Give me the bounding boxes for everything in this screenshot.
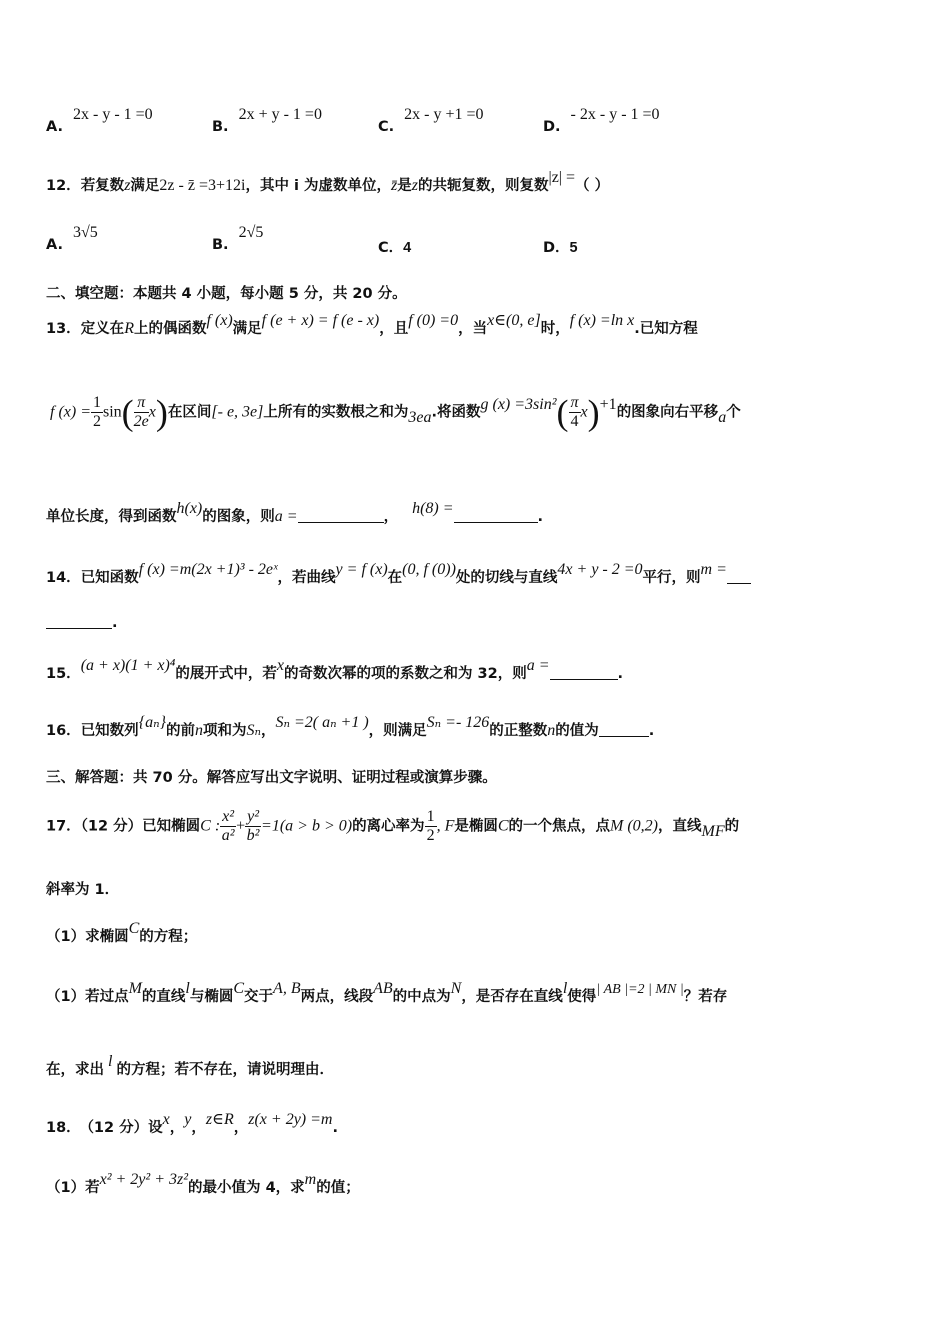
math: | AB |=2 | MN | bbox=[596, 982, 684, 997]
denominator: 4 bbox=[570, 413, 579, 430]
fraction-half bbox=[91, 394, 103, 431]
q13-line2 bbox=[50, 394, 741, 431]
question-number: 13． bbox=[46, 321, 81, 337]
text: 的一个焦点，点 bbox=[508, 818, 611, 835]
math: 3ea bbox=[408, 408, 432, 426]
math: 2z - z̄ =3+12i bbox=[159, 177, 246, 194]
denominator: 2 bbox=[426, 827, 435, 844]
text: . bbox=[537, 509, 544, 525]
text: ，若曲线 bbox=[277, 570, 336, 586]
paren-close: ) bbox=[587, 392, 600, 433]
part-label: （1） bbox=[46, 929, 86, 945]
text: ，则满足 bbox=[368, 723, 427, 739]
option-label: B. bbox=[212, 119, 229, 135]
q15-stem bbox=[46, 657, 624, 683]
question-number: 18． bbox=[46, 1120, 81, 1136]
text: ？若存 bbox=[683, 989, 728, 1005]
q13-line1 bbox=[46, 312, 698, 338]
text: 是 bbox=[397, 178, 412, 194]
text: ， bbox=[191, 1120, 206, 1136]
math: g (x) =3sin² bbox=[480, 395, 557, 413]
math: {aₙ} bbox=[138, 714, 166, 731]
math: |z| = bbox=[548, 169, 576, 186]
q16-stem bbox=[46, 714, 655, 740]
text: ， bbox=[260, 723, 276, 739]
text: 的直线 bbox=[141, 989, 186, 1005]
question-number: 17． bbox=[46, 818, 81, 835]
math: 4x + y - 2 =0 bbox=[557, 561, 643, 578]
math: MF bbox=[701, 822, 725, 840]
text: 在，求出 bbox=[46, 1062, 104, 1078]
question-number: 12． bbox=[46, 178, 81, 194]
q14-stem bbox=[46, 561, 751, 587]
math: z(x + 2y) =m bbox=[248, 1111, 333, 1128]
text: 的最小值为 4，求 bbox=[188, 1180, 305, 1196]
q17-stem bbox=[46, 808, 739, 845]
math: Sₙ bbox=[246, 722, 261, 739]
math: (0, f (0)) bbox=[402, 561, 456, 578]
text: 的展开式中，若 bbox=[175, 666, 277, 682]
math: a = bbox=[274, 508, 298, 525]
text: 的离心率为 bbox=[352, 818, 425, 835]
numerator: x² bbox=[222, 808, 235, 825]
math: h(8) = bbox=[412, 500, 454, 517]
text: 若复数 bbox=[80, 178, 125, 194]
math: Sₙ =2( aₙ +1 ) bbox=[275, 714, 369, 731]
text: ， bbox=[233, 1120, 249, 1136]
text: 交于 bbox=[244, 989, 274, 1005]
math: A, B bbox=[273, 980, 301, 997]
section-heading-fill-in: 二、填空题：本题共 4 小题，每小题 5 分，共 20 分。 bbox=[46, 286, 407, 302]
answer-blank[interactable] bbox=[46, 614, 112, 629]
math: z∈R bbox=[205, 1111, 234, 1128]
option-expr: - 2x - y - 1 =0 bbox=[570, 106, 660, 123]
text: 处的切线与直线 bbox=[455, 570, 558, 586]
text: 项和为 bbox=[202, 723, 247, 739]
question-number: 16． bbox=[46, 723, 81, 739]
denominator: 2 bbox=[93, 413, 101, 430]
option-label: C． bbox=[378, 240, 404, 256]
text: ，且 bbox=[379, 321, 409, 337]
q11-option-a bbox=[46, 106, 153, 136]
math: h(x) bbox=[176, 500, 203, 517]
answer-blank[interactable] bbox=[454, 508, 538, 523]
text: ，直线 bbox=[658, 818, 702, 835]
math: R bbox=[124, 320, 134, 337]
text: 满足 bbox=[130, 178, 160, 194]
math: f (0) =0 bbox=[408, 312, 459, 329]
text: . bbox=[332, 1120, 338, 1136]
math: (a + x)(1 + x)⁴ bbox=[80, 657, 176, 674]
q12-option-c bbox=[378, 236, 411, 257]
math: C : bbox=[200, 817, 221, 835]
math: M bbox=[128, 980, 142, 997]
option-expr: 2x - y +1 =0 bbox=[404, 106, 484, 123]
math: l bbox=[185, 980, 190, 997]
q17-stem-cont: 斜率为 1． bbox=[46, 882, 120, 898]
text: . bbox=[648, 723, 655, 739]
text: 求椭圆 bbox=[85, 929, 129, 945]
text: ，其中 i 为虚数单位， bbox=[245, 178, 392, 194]
option-label: C. bbox=[378, 119, 395, 135]
option-expr: 5 bbox=[569, 240, 578, 256]
text: .已知方程 bbox=[634, 321, 698, 337]
option-label: D. bbox=[543, 119, 561, 135]
q12-stem bbox=[46, 169, 610, 195]
option-expr: 4 bbox=[403, 240, 412, 256]
math: z̄ bbox=[391, 177, 398, 194]
math: f (x) = bbox=[50, 403, 91, 421]
q17-part1 bbox=[46, 920, 198, 946]
text: 与椭圆 bbox=[189, 989, 234, 1005]
math: m bbox=[304, 1171, 317, 1188]
math: z bbox=[124, 177, 131, 194]
score: （12 分） bbox=[86, 1120, 149, 1136]
fraction-x2-a2 bbox=[220, 808, 236, 845]
text: 设 bbox=[148, 1120, 163, 1136]
math: C bbox=[128, 920, 140, 937]
score: （12 分） bbox=[80, 818, 143, 835]
math: x bbox=[276, 657, 284, 674]
math: m = bbox=[700, 561, 727, 578]
answer-blank[interactable] bbox=[550, 665, 618, 680]
numerator: y² bbox=[247, 808, 260, 825]
math: , F bbox=[436, 817, 455, 835]
q18-part1 bbox=[46, 1171, 360, 1197]
fraction-y2-b2 bbox=[245, 808, 261, 845]
math: l bbox=[108, 1053, 113, 1070]
text: 上所有的实数根之和为 bbox=[263, 404, 409, 421]
text: 的奇数次幂的项的系数之和为 32，则 bbox=[283, 666, 527, 682]
text: 的图象，则 bbox=[202, 509, 275, 525]
text: 满足 bbox=[232, 321, 262, 337]
text: 的值； bbox=[316, 1180, 360, 1196]
text: . bbox=[112, 615, 118, 631]
math: AB bbox=[373, 980, 393, 997]
denominator: b² bbox=[246, 827, 260, 844]
answer-blank[interactable] bbox=[298, 508, 384, 523]
paren-open: ( bbox=[556, 392, 569, 433]
text: 的值为 bbox=[555, 723, 599, 739]
fraction-half bbox=[425, 808, 437, 845]
numerator: 1 bbox=[426, 808, 435, 825]
math: f (e + x) = f (e - x) bbox=[261, 312, 380, 329]
text: ，当 bbox=[458, 321, 488, 337]
text: 上的偶函数 bbox=[133, 321, 207, 337]
math: C bbox=[233, 980, 245, 997]
paren-open: ( bbox=[121, 392, 134, 433]
q18-stem bbox=[46, 1111, 338, 1137]
q17-part2 bbox=[46, 980, 728, 1006]
math: x bbox=[148, 403, 156, 421]
numerator: 1 bbox=[93, 394, 101, 411]
math: a = bbox=[526, 657, 550, 674]
option-expr: 2√5 bbox=[238, 224, 264, 241]
math: n bbox=[547, 722, 556, 739]
text: 的前 bbox=[165, 723, 195, 739]
option-label: D． bbox=[543, 240, 570, 256]
text: 的方程； bbox=[139, 929, 198, 945]
text: 的共轭复数，则复数 bbox=[418, 178, 549, 194]
text: .将函数 bbox=[431, 404, 481, 421]
answer-blank[interactable] bbox=[727, 569, 751, 584]
math: x bbox=[580, 403, 588, 421]
math: sin bbox=[103, 403, 122, 421]
text: . bbox=[617, 666, 624, 682]
paren-close: ) bbox=[155, 392, 168, 433]
math: z bbox=[411, 177, 418, 194]
text: 的图象向右平移 bbox=[616, 404, 719, 421]
q14-stem-cont bbox=[46, 614, 118, 631]
numerator: π bbox=[134, 394, 149, 413]
part-label: （1） bbox=[46, 989, 86, 1005]
question-number: 14． bbox=[46, 570, 81, 586]
text: 时， bbox=[540, 321, 570, 337]
text: 若 bbox=[85, 1180, 100, 1196]
text: 已知数列 bbox=[80, 723, 139, 739]
q12-option-d bbox=[543, 236, 578, 257]
math: x bbox=[162, 1111, 170, 1128]
math: y = f (x) bbox=[335, 561, 388, 578]
q11-option-b bbox=[212, 106, 322, 136]
q12-option-b bbox=[212, 224, 264, 254]
text: 的中点为 bbox=[392, 989, 451, 1005]
text: 在区间 bbox=[167, 404, 212, 421]
numerator: π bbox=[570, 394, 579, 411]
q12-option-a bbox=[46, 224, 98, 254]
text: ， bbox=[169, 1120, 185, 1136]
math: C bbox=[497, 817, 509, 835]
text: 已知椭圆 bbox=[142, 818, 201, 835]
text: 平行，则 bbox=[642, 570, 701, 586]
option-expr: 2x - y - 1 =0 bbox=[73, 106, 153, 123]
math: =1(a > b > 0) bbox=[261, 817, 353, 835]
math: M (0,2) bbox=[610, 817, 658, 835]
math: x∈(0, e] bbox=[487, 312, 541, 329]
option-label: B. bbox=[212, 237, 229, 253]
math: a bbox=[718, 408, 727, 426]
text: 两点，线段 bbox=[300, 989, 374, 1005]
text: 是椭圆 bbox=[454, 818, 498, 835]
denominator: 2e bbox=[133, 413, 149, 430]
text: 的正整数 bbox=[489, 723, 548, 739]
math: f (x) =ln x bbox=[569, 312, 635, 329]
q13-line3 bbox=[46, 500, 544, 526]
q17-part2-cont bbox=[46, 1053, 334, 1079]
text: 个 bbox=[726, 404, 741, 421]
text: 已知函数 bbox=[80, 570, 139, 586]
option-label: A. bbox=[46, 119, 63, 135]
option-label: A. bbox=[46, 237, 63, 253]
text: 在 bbox=[387, 570, 403, 586]
math: y bbox=[184, 1111, 192, 1128]
math: x² + 2y² + 3z² bbox=[99, 1171, 189, 1188]
math: N bbox=[450, 980, 462, 997]
math: n bbox=[194, 722, 203, 739]
option-expr: 3√5 bbox=[73, 224, 98, 241]
math: Sₙ =- 126 bbox=[426, 714, 490, 731]
text: 若过点 bbox=[85, 989, 129, 1005]
q11-option-d bbox=[543, 106, 660, 136]
text: 使得 bbox=[567, 989, 597, 1005]
math: +1 bbox=[599, 395, 617, 413]
option-expr: 2x + y - 1 =0 bbox=[238, 106, 322, 123]
fraction-pi-2e bbox=[134, 394, 149, 431]
math: f (x) bbox=[206, 312, 233, 329]
text: 定义在 bbox=[80, 321, 125, 337]
text: ， bbox=[383, 509, 399, 525]
part-label: （1） bbox=[46, 1180, 86, 1196]
math: + bbox=[236, 817, 246, 835]
section-heading-answers: 三、解答题：共 70 分。解答应写出文字说明、证明过程或演算步骤。 bbox=[46, 770, 497, 786]
math: f (x) =m(2x +1)³ - 2eˣ bbox=[138, 561, 278, 578]
text: 的 bbox=[724, 818, 740, 835]
denominator: a² bbox=[221, 827, 235, 844]
math: l bbox=[562, 980, 568, 997]
math: [- e, 3e] bbox=[211, 403, 264, 421]
question-number: 15． bbox=[46, 666, 81, 682]
text: 的方程；若不存在，请说明理由． bbox=[116, 1062, 334, 1078]
q11-option-c bbox=[378, 106, 484, 136]
fraction-pi-4 bbox=[569, 394, 581, 431]
text: ，是否存在直线 bbox=[461, 989, 563, 1005]
answer-blank[interactable] bbox=[599, 722, 649, 737]
text: （ ） bbox=[575, 178, 610, 194]
text: 单位长度，得到函数 bbox=[46, 509, 177, 525]
